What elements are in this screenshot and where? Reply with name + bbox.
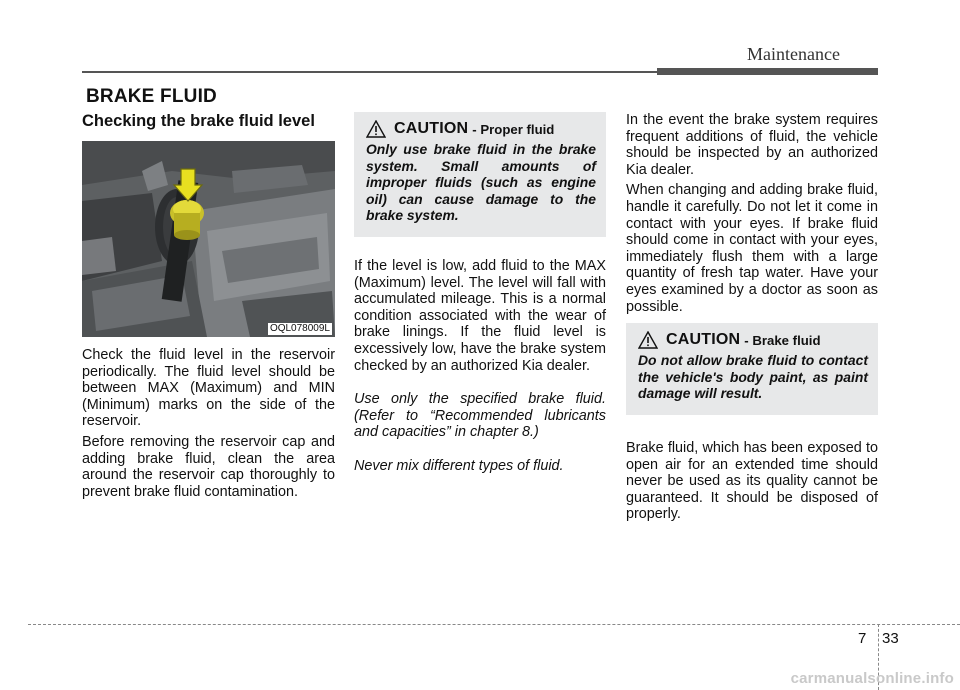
- caution-label: CAUTION: [394, 120, 469, 137]
- chapter-number: 7: [858, 630, 867, 647]
- paragraph-italic: Never mix different types of fluid.: [354, 457, 564, 474]
- subheading: Checking the brake fluid level: [82, 112, 315, 130]
- paragraph: When changing and adding brake fluid, handle it carefully. Do not let it come in contact with your eyes. If brake fluid should come in contact with your eyes, immediately flush them with a large quantity of fresh tap water. Have your eyes examined by a doctor as soon as possible.: [626, 182, 878, 315]
- caution-subject: - Proper fluid: [472, 121, 555, 137]
- paragraph: Brake fluid, which has been exposed to open air for an extended time should never be used as its quality cannot be guaranteed. It should be disposed of properly.: [626, 440, 878, 523]
- engine-bay-photo: [82, 141, 335, 337]
- paragraph: If the level is low, add fluid to the MAX (Maximum) level. The level will fall with accumulated mileage. This is a normal condition associated with the wear of brake linings. If the fluid level is excessively low, have the brake system checked by an authorized Kia dealer.: [354, 258, 606, 374]
- caution-text: Only use brake fluid in the brake system. Small amounts of improper fluids (such as engine oil) can cause damage to the brake system.: [366, 141, 596, 224]
- column-2-text: [354, 258, 606, 475]
- warning-icon: [638, 331, 658, 349]
- caution-text: Do not allow brake fluid to contact the vehicle's body paint, as paint damage will result.: [638, 352, 868, 402]
- column-1-text: [82, 347, 335, 500]
- caution-heading: [638, 331, 868, 349]
- caution-heading: [366, 120, 596, 138]
- caution-label: CAUTION: [666, 331, 741, 348]
- column-3-text-bottom: [626, 440, 878, 523]
- paragraph-italic: Use only the specified brake fluid. (Refer to “Recommended lubricants and capacities” in chapter 8.): [354, 391, 606, 441]
- footer-rule: [28, 624, 960, 625]
- section-title: Maintenance: [747, 44, 840, 64]
- caution-box-proper-fluid: [354, 112, 606, 237]
- header-bar: [657, 68, 878, 75]
- paragraph: Before removing the reservoir cap and adding brake fluid, clean the area around the reservoir cap thoroughly to prevent brake fluid contamination.: [82, 433, 335, 500]
- engine-bay-illustration: [82, 141, 335, 337]
- warning-icon: [366, 120, 386, 138]
- column-3-text-top: [626, 112, 878, 315]
- paragraph: In the event the brake system requires frequent additions of fluid, the vehicle should be inspected by an authorized Kia dealer.: [626, 112, 878, 178]
- caution-box-brake-fluid: [626, 323, 878, 415]
- watermark: carmanualsonline.info: [790, 670, 954, 687]
- page-title: BRAKE FLUID: [86, 86, 217, 107]
- page-number: 33: [882, 630, 899, 647]
- caution-subject: - Brake fluid: [744, 332, 821, 348]
- image-code: OQL078009L: [269, 323, 330, 334]
- header-rule: [82, 71, 657, 73]
- paragraph: Check the fluid level in the reservoir periodically. The fluid level should be between MAX (Maximum) and MIN (Minimum) marks on the side of the reservoir.: [82, 347, 335, 430]
